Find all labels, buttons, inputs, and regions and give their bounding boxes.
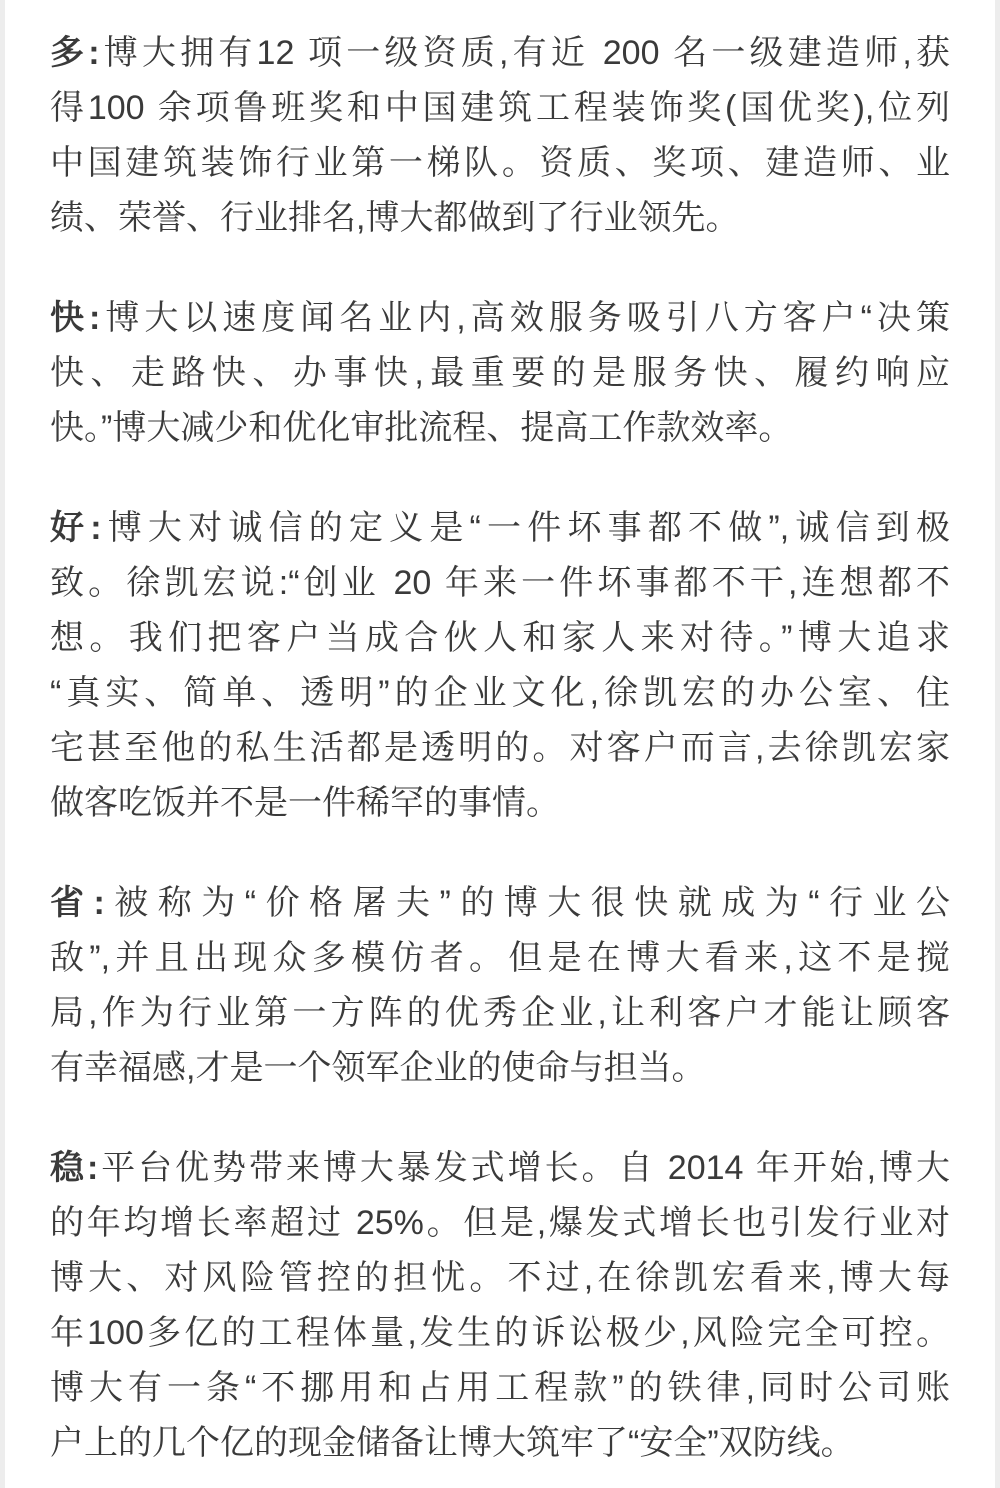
paragraph-kuai (50, 291, 950, 456)
text-line: 中国建筑装饰行业第一梯队。资质、奖项、建造师、业 (50, 144, 950, 182)
paragraph-lead: 多: (50, 34, 100, 72)
text-line: 致。徐凯宏说:“创业 20 年来一件坏事都不干,连想都不 (50, 564, 950, 602)
text-segment: 博大拥有12 项一级资质,有近 200 名一级建造师,获 (99, 34, 950, 72)
text-segment: 被称为“价格屠夫”的博大很快就成为“行业公 (104, 884, 950, 922)
text-line (50, 291, 950, 346)
text-line: 得100 余项鲁班奖和中国建筑工程装饰奖(国优奖),位列 (50, 89, 950, 127)
text-line (50, 876, 950, 931)
text-line: 想。我们把客户当成合伙人和家人来对待。”博大追求 (50, 619, 950, 657)
text-line: “真实、简单、透明”的企业文化,徐凯宏的办公室、住 (50, 674, 950, 712)
text-line (50, 26, 950, 81)
text-line: 绩、荣誉、行业排名,博大都做到了行业领先。 (50, 199, 740, 237)
paragraph-hao (50, 501, 950, 831)
text-line (50, 1141, 950, 1196)
paragraph-duo (50, 26, 950, 246)
text-line: 年100多亿的工程体量,发生的诉讼极少,风险完全可控。 (50, 1314, 950, 1352)
text-line: 快。”博大减少和优化审批流程、提高工作款效率。 (50, 409, 793, 447)
page-edge-right (995, 0, 1000, 1488)
text-line: 户上的几个亿的现金储备让博大筑牢了“安全”双防线。 (50, 1424, 855, 1462)
paragraph-lead: 稳: (50, 1149, 99, 1187)
text-line: 博大有一条“不挪用和占用工程款”的铁律,同时公司账 (50, 1369, 950, 1407)
text-line: 的年均增长率超过 25%。但是,爆发式增长也引发行业对 (50, 1204, 950, 1242)
text-segment: 博大对诚信的定义是“一件坏事都不做”,诚信到极 (101, 509, 950, 547)
paragraph-sheng (50, 876, 950, 1096)
paragraph-lead: 省: (50, 884, 105, 922)
paragraph-lead: 快: (50, 299, 101, 337)
text-segment: 博大以速度闻名业内,高效服务吸引八方客户“决策 (100, 299, 950, 337)
text-line: 敌”,并且出现众多模仿者。但是在博大看来,这不是搅 (50, 939, 950, 977)
text-line (50, 501, 950, 556)
text-line: 快、走路快、办事快,最重要的是服务快、履约响应 (50, 354, 950, 392)
paragraph-lead: 好: (50, 509, 102, 547)
text-line: 局,作为行业第一方阵的优秀企业,让利客户才能让顾客 (50, 994, 950, 1032)
text-line: 博大、对风险管控的担忧。不过,在徐凯宏看来,博大每 (50, 1259, 950, 1297)
text-line: 有幸福感,才是一个领军企业的使命与担当。 (50, 1049, 706, 1087)
text-line: 宅甚至他的私生活都是透明的。对客户而言,去徐凯宏家 (50, 729, 950, 767)
page-edge-left (0, 0, 5, 1488)
text-line: 做客吃饭并不是一件稀罕的事情。 (50, 784, 560, 822)
text-segment: 平台优势带来博大暴发式增长。自 2014 年开始,博大 (98, 1149, 950, 1187)
paragraph-wen (50, 1141, 950, 1471)
